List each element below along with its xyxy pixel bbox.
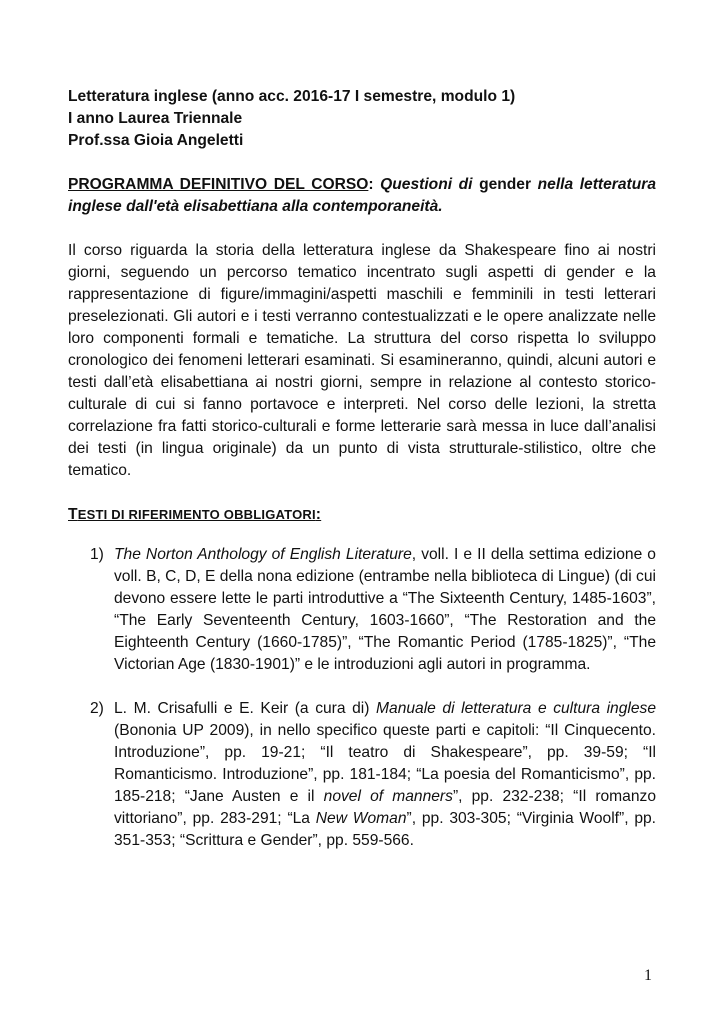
list-item [68,698,656,852]
degree-year: I anno Laurea Triennale [68,110,243,127]
list-item [68,544,656,676]
program-title-gender: gender [479,176,532,193]
page-number: 1 [644,967,652,984]
course-title: Letteratura inglese (anno acc. 2016-17 I semestre, modulo 1) [68,88,516,105]
list-item-number: 1) [90,546,104,563]
norton-anthology-title: The Norton Anthology of English Literature [114,546,412,563]
novel-of-manners: novel of manners [323,788,453,805]
references-heading-cap: T [68,506,78,523]
program-title-part-a: Questioni di [380,176,480,193]
references-heading [68,504,656,526]
list-item-text: (Bononia UP 2009), in nello specifico queste parti e capitoli: “Il Cinquecento. Introduzione”, pp. 19-21; “Il teatro di Shakespeare”, pp. 39-59; “Il Romanticismo. Introduzione”, pp. 181-184; “La poesia del Romanticismo”, pp. 185-218; “Jane Austen e il [114,722,656,805]
list-item-text: , voll. I e II della settima edizione o voll. B, C, D, E della nona edizione (entrambe nella biblioteca di Lingue) (di cui devono essere lette le parti introduttive a “The Sixteenth Century, 1485-1603”, “The Early Seventeenth Century, 1603-1660”, “The Restoration and the Eighteenth Century (1660-1785)”, “The Romantic Period (1785-1825)”, “The Victorian Age (1830-1901)” e le introduzioni agli autori in programma. [114,546,656,673]
professor-name: Prof.ssa Gioia Angeletti [68,132,244,149]
program-title-part-c: nella letteratura inglese dall'età elisabettiana alla contemporaneità. [68,176,656,215]
new-woman: New Woman [315,810,407,827]
program-colon: : [368,176,381,193]
program-label: PROGRAMMA DEFINITIVO DEL CORSO [68,176,369,193]
course-description: Il corso riguarda la storia della letteratura inglese da Shakespeare fino ai nostri giorni, seguendo un percorso tematico incentrato sugli aspetti di gender e la rappresentazione di figure/immagini/aspetti maschili e femminili in testi letterari preselezionati. Gli autori e i testi verranno contestualizzati e le opere analizzate nelle loro componenti formali e tematiche. La struttura del corso rispetta lo sviluppo cronologico dei fenomeni letterari esaminati. Si esamineranno, quindi, alcuni autori e testi dall’età elisabettiana ai nostri giorni, sempre in relazione al contesto storico-culturale di cui si fanno portavoce e interpreti. Nel corso delle lezioni, la stretta correlazione fra fatti storico-culturali e forme letterarie sarà messa in luce dall’analisi dei testi (in lingua originale) da un punto di vista strutturale-stilistico, oltre che tematico. [68,242,656,479]
list-item-text: ”, pp. 303-305; “Virginia Woolf”, pp. 351-353; “Scrittura e Gender”, pp. 559-566. [114,810,657,849]
references-heading-rest: ESTI DI RIFERIMENTO OBBLIGATORI [77,507,316,522]
references-heading-colon: : [315,506,322,523]
manual-title: Manuale di letteratura e cultura inglese [376,700,656,717]
program-title [68,174,656,218]
references-list [68,544,656,852]
list-item-number: 2) [90,700,104,717]
document-page [68,86,656,874]
list-item-text: ”, pp. 232-238; “Il romanzo vittoriano”, pp. 283-291; “La [114,788,656,827]
list-item-text: L. M. Crisafulli e E. Keir (a cura di) [114,700,377,717]
